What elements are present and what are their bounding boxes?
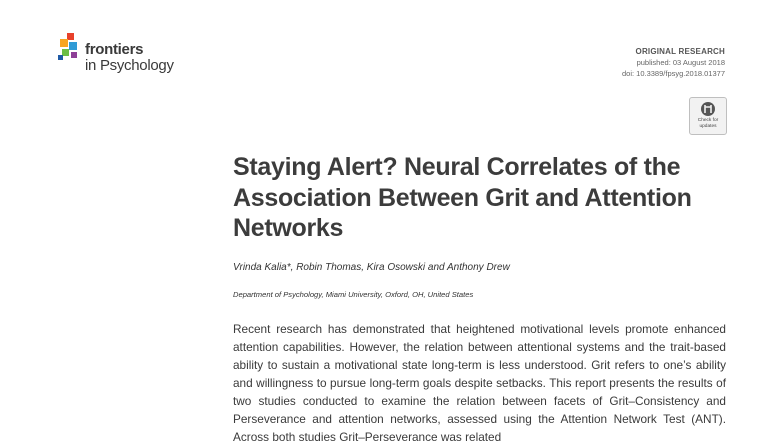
published-date: published: 03 August 2018 xyxy=(636,58,725,67)
frontiers-logo-icon xyxy=(58,33,84,63)
article-meta xyxy=(622,46,725,79)
journal-name xyxy=(85,42,174,74)
article-title: Staying Alert? Neural Correlates of the Association Between Grit and Attention Networks xyxy=(233,153,692,242)
check-for-updates-line2: updates xyxy=(699,124,717,129)
check-for-updates-icon xyxy=(700,101,716,117)
affiliation: Department of Psychology, Miami University, Oxford, OH, United States xyxy=(233,290,474,299)
journal-name-line1: frontiers xyxy=(85,41,144,58)
doi[interactable]: doi: 10.3389/fpsyg.2018.01377 xyxy=(621,69,725,78)
author-list[interactable]: Vrinda Kalia*, Robin Thomas, Kira Osowski and Anthony Drew xyxy=(233,262,510,273)
check-for-updates-line1: Check for xyxy=(697,118,719,123)
article-type: ORIGINAL RESEARCH xyxy=(635,47,725,56)
journal-logo xyxy=(58,33,208,83)
journal-name-line2: in Psychology xyxy=(85,57,174,74)
abstract-text: Recent research has demonstrated that heightened motivational levels promote enhanced attention capabilities. However, the relation between attentional systems and the trait-based ability to sustain a motivational state long-term is less understood. Grit refers to one’s ability and willingness to pursue long-term goals despite setbacks. This report presents the results of two studies conducted to examine the relation between facets of Grit–Consistency and Perseverance and attention networks, assessed using the Attention Network Test (ANT). Across both studies Grit–Perseverance was related xyxy=(233,322,726,444)
check-for-updates-button[interactable] xyxy=(689,97,727,135)
